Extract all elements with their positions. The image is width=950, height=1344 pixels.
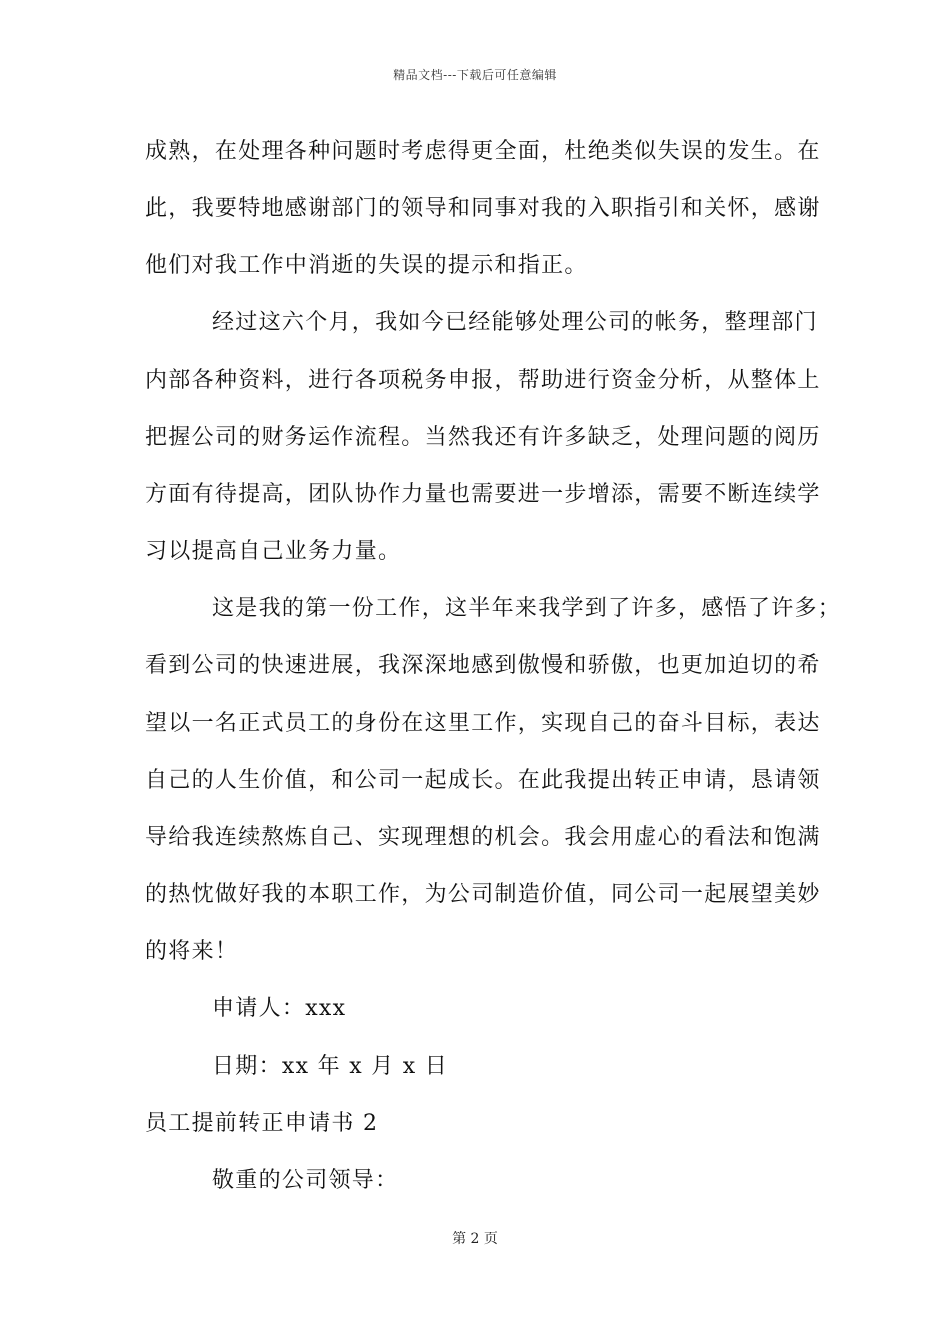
body-line: 自己的人生价值，和公司一起成长。在此我提出转正申请，恳请领 (145, 768, 821, 793)
salutation-line: 敬重的公司领导： (212, 1168, 399, 1193)
date-line: 日期：xx 年 x 月 x 日 (212, 1054, 449, 1079)
body-line: 成熟，在处理各种问题时考虑得更全面，杜绝类似失误的发生。在 (145, 139, 821, 164)
body-line: 导给我连续熬炼自己、实现理想的机会。我会用虚心的看法和饱满 (145, 825, 821, 850)
page-header: 精品文档---下载后可任意编辑 (393, 68, 557, 82)
section-title: 员工提前转正申请书 2 (145, 1111, 379, 1136)
body-line: 的将来！ (145, 939, 239, 964)
body-line: 内部各种资料，进行各项税务申报，帮助进行资金分析，从整体上 (145, 368, 821, 393)
body-line: 的热忱做好我的本职工作，为公司制造价值，同公司一起展望美妙 (145, 882, 821, 907)
paragraph-first-line: 经过这六个月，我如今已经能够处理公司的帐务，整理部门 (212, 310, 818, 335)
body-line: 此，我要特地感谢部门的领导和同事对我的入职指引和关怀，感谢 (145, 196, 821, 221)
page-number: 第 2 页 (452, 1231, 498, 1247)
body-line: 望以一名正式员工的身份在这里工作，实现自己的奋斗目标，表达 (145, 711, 821, 736)
body-line: 习以提高自己业务力量。 (145, 539, 402, 564)
applicant-line: 申请人：xxx (212, 996, 347, 1021)
body-line: 他们对我工作中消逝的失误的提示和指正。 (145, 253, 588, 278)
paragraph-first-line: 这是我的第一份工作，这半年来我学到了许多，感悟了许多； (212, 596, 842, 621)
body-line: 看到公司的快速进展，我深深地感到傲慢和骄傲，也更加迫切的希 (145, 653, 821, 678)
body-line: 方面有待提高，团队协作力量也需要进一步增添，需要不断连续学 (145, 482, 821, 507)
body-line: 把握公司的财务运作流程。当然我还有许多缺乏，处理问题的阅历 (145, 425, 821, 450)
